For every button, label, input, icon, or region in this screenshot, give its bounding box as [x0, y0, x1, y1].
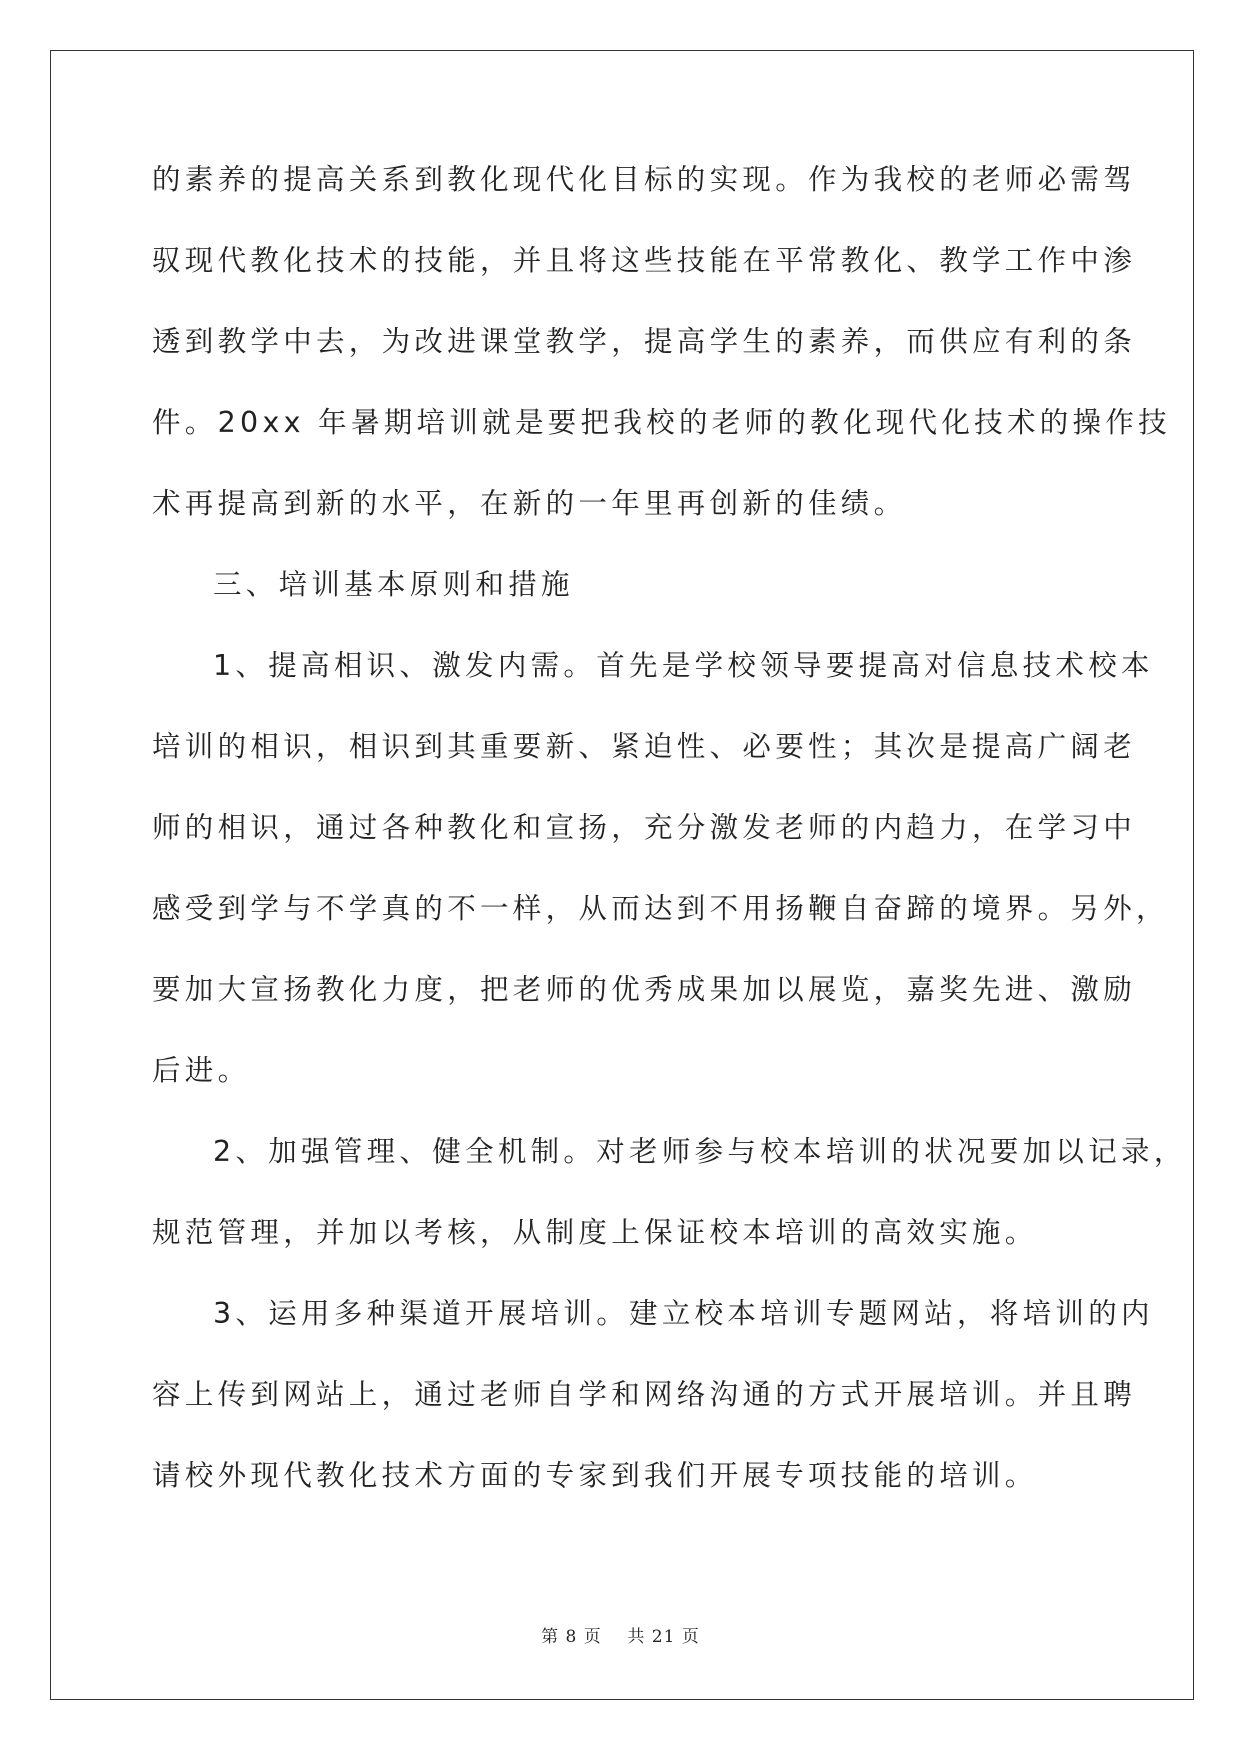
body-line: 后进。 [152, 1054, 251, 1087]
body-line: 师的相识，通过各种教化和宣扬，充分激发老师的内趋力，在学习中 [152, 811, 1137, 844]
body-line: 驭现代教化技术的技能，并且将这些技能在平常教化、教学工作中渗 [152, 244, 1137, 277]
body-line: 感受到学与不学真的不一样，从而达到不用扬鞭自奋蹄的境界。另外， [152, 892, 1169, 925]
body-line: 透到教学中去，为改进课堂教学，提高学生的素养，而供应有利的条 [152, 325, 1137, 358]
page-total: 共 21 页 [627, 1627, 700, 1647]
document-body [152, 160, 1187, 1537]
page-number: 第 8 页 [541, 1627, 602, 1647]
paragraph-start-line: 1、提高相识、激发内需。首先是学校领导要提高对信息技术校本 [213, 649, 1154, 682]
body-line: 规范管理，并加以考核，从制度上保证校本培训的高效实施。 [152, 1216, 1038, 1249]
body-line: 请校外现代教化技术方面的专家到我们开展专项技能的培训。 [152, 1459, 1038, 1492]
body-line: 的素养的提高关系到教化现代化目标的实现。作为我校的老师必需驾 [152, 163, 1137, 196]
paragraph-start-line: 3、运用多种渠道开展培训。建立校本培训专题网站，将培训的内 [213, 1297, 1154, 1330]
body-line: 培训的相识，相识到其重要新、紧迫性、必要性；其次是提高广阔老 [152, 730, 1137, 763]
page-footer [0, 1622, 1241, 1647]
paragraph-start-line: 2、加强管理、健全机制。对老师参与校本培训的状况要加以记录， [213, 1135, 1187, 1168]
body-line: 件。20xx 年暑期培训就是要把我校的老师的教化现代化技术的操作技 [152, 406, 1171, 439]
body-line: 要加大宣扬教化力度，把老师的优秀成果加以展览，嘉奖先进、激励 [152, 973, 1137, 1006]
body-line: 容上传到网站上，通过老师自学和网络沟通的方式开展培训。并且聘 [152, 1378, 1137, 1411]
body-line: 术再提高到新的水平，在新的一年里再创新的佳绩。 [152, 487, 907, 520]
section-heading: 三、培训基本原则和措施 [213, 568, 574, 601]
